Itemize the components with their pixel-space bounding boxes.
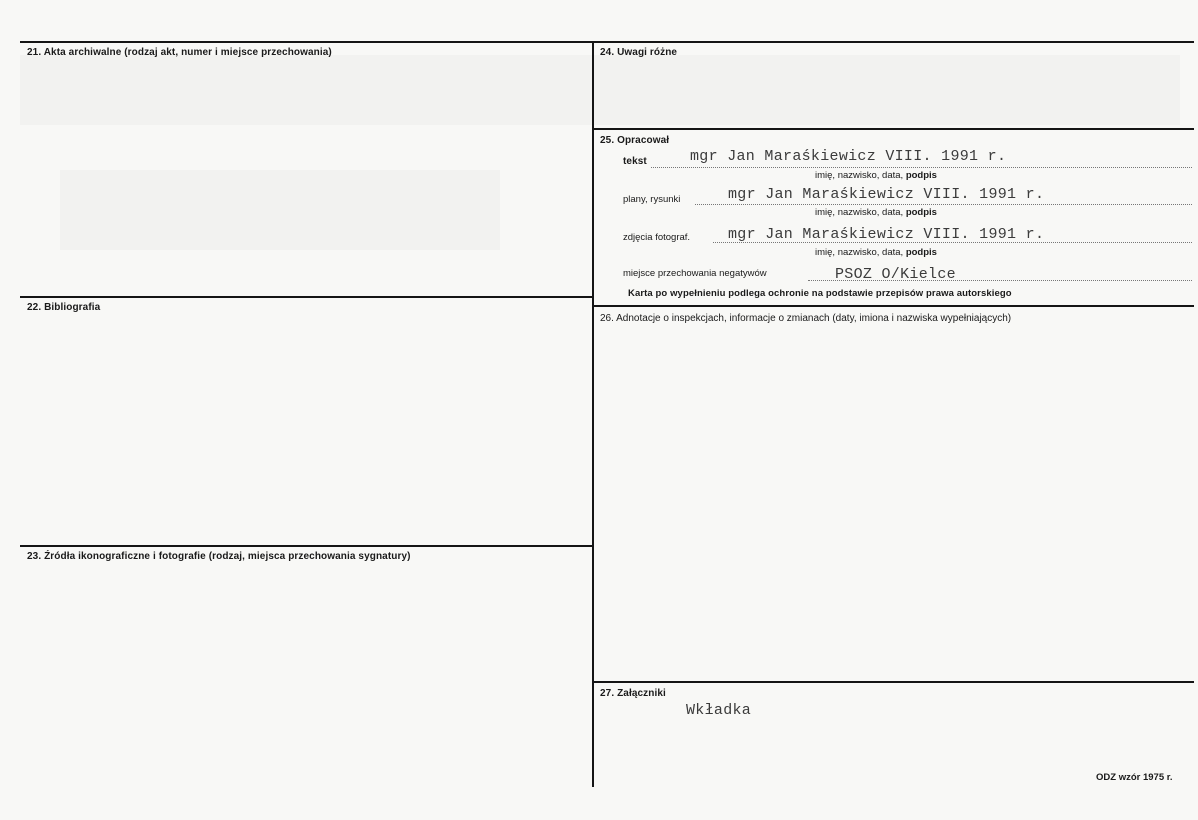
caption-plain: imię, nazwisko, data,: [815, 207, 904, 218]
divider-26-27: [594, 681, 1194, 683]
center-divider: [592, 41, 594, 787]
section-24-label: 24. Uwagi różne: [600, 47, 678, 58]
negatives-value: PSOZ O/Kielce: [835, 266, 956, 283]
section-26-label: 26. Adnotacje o inspekcjach, informacje o zmianach (daty, imiona i nazwiska wypełniających): [600, 313, 1012, 324]
author-text-value: mgr Jan Maraśkiewicz VIII. 1991 r.: [690, 148, 1007, 165]
section-25-label: 25. Opracował: [600, 135, 670, 146]
author-text-label: tekst: [623, 156, 647, 167]
form-template-mark: ODZ wzór 1975 r.: [1096, 772, 1173, 783]
divider-24-25: [594, 128, 1194, 130]
author-plans-caption: [815, 207, 937, 218]
copyright-note: Karta po wypełnieniu podlega ochronie na podstawie przepisów prawa autorskiego: [628, 288, 1012, 299]
author-plans-line: [695, 204, 1192, 205]
author-text-line: [651, 167, 1192, 168]
divider-22-23: [20, 545, 592, 547]
caption-plain: imię, nazwisko, data,: [815, 247, 904, 258]
section-22-label: 22. Bibliografia: [27, 302, 101, 313]
attachments-value: Wkładka: [686, 702, 752, 719]
author-photos-value: mgr Jan Maraśkiewicz VIII. 1991 r.: [728, 226, 1045, 243]
author-text-caption: [815, 170, 937, 181]
author-photos-label: zdjęcia fotograf.: [623, 232, 691, 243]
caption-bold: podpis: [905, 207, 937, 218]
section-21-label: 21. Akta archiwalne (rodzaj akt, numer i miejsce przechowania): [27, 47, 332, 58]
show-through-shadow: [20, 55, 1180, 125]
top-rule: [20, 41, 1194, 43]
section-23-label: 23. Źródła ikonograficzne i fotografie (rodzaj, miejsca przechowania sygnatury): [27, 551, 411, 562]
divider-25-26: [594, 305, 1194, 307]
section-27-label: 27. Załączniki: [600, 688, 666, 699]
negatives-label: miejsce przechowania negatywów: [623, 268, 767, 279]
caption-bold: podpis: [905, 247, 937, 258]
author-photos-caption: [815, 247, 937, 258]
caption-plain: imię, nazwisko, data,: [815, 170, 904, 181]
caption-bold: podpis: [905, 170, 937, 181]
divider-21-22: [20, 296, 592, 298]
show-through-shadow: [60, 170, 500, 250]
author-plans-label: plany, rysunki: [623, 194, 681, 205]
author-plans-value: mgr Jan Maraśkiewicz VIII. 1991 r.: [728, 186, 1045, 203]
